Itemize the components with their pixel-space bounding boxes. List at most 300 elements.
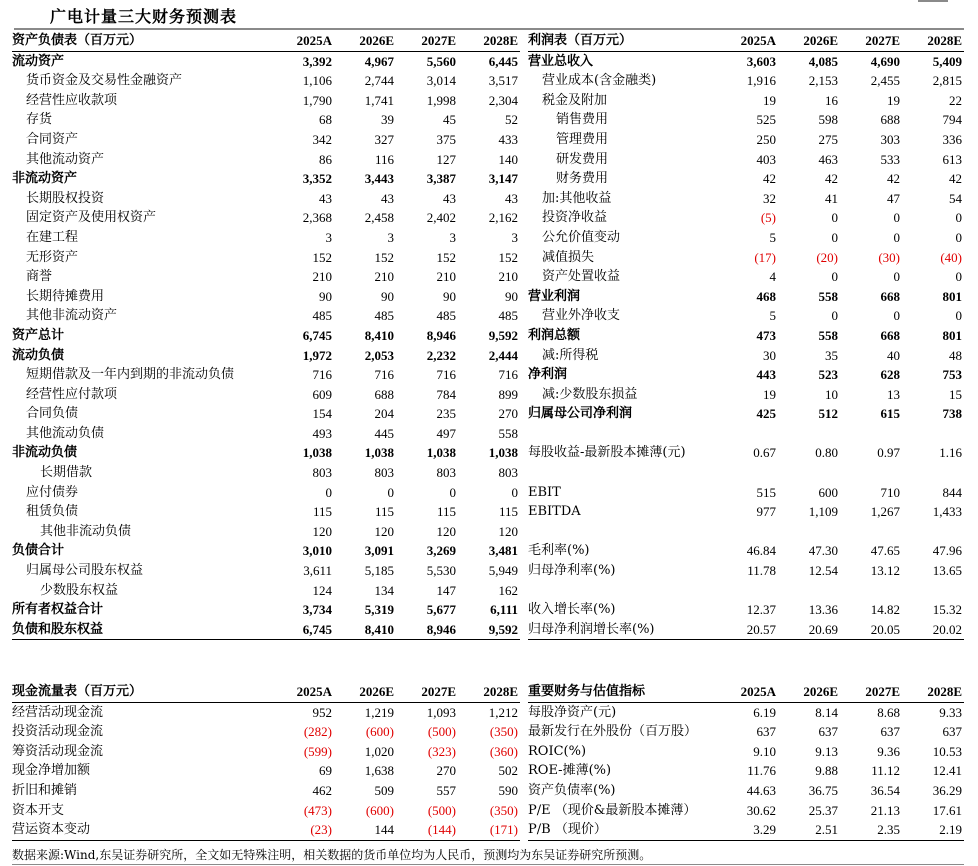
spacer-cell <box>902 581 964 601</box>
value-cell: 13.36 <box>808 602 838 618</box>
spacer-row <box>528 522 964 542</box>
value-cell: 115 <box>312 504 332 520</box>
value-cell: 497 <box>436 425 456 441</box>
row-label: 营业利润 <box>528 288 581 304</box>
row-label: EBITDA <box>528 504 581 520</box>
table-row <box>528 150 964 170</box>
value-cell: 8,946 <box>426 327 456 343</box>
value-cell: 3,091 <box>364 543 394 559</box>
table-row <box>12 781 520 801</box>
value-cell: 509 <box>374 782 394 798</box>
table-row <box>528 169 964 189</box>
value-cell: 15.32 <box>932 602 962 618</box>
value-cell: 12.37 <box>746 602 776 618</box>
value-cell: 0 <box>387 484 394 500</box>
value-cell: 801 <box>942 288 962 304</box>
value-cell: 512 <box>818 406 838 422</box>
value-cell: (20) <box>816 249 838 265</box>
value-cell: 485 <box>498 308 518 324</box>
row-label: 归母净利润增长率(%) <box>528 620 716 640</box>
row-label: 存货 <box>26 112 53 128</box>
value-cell: 20.02 <box>902 620 964 640</box>
value-cell: 16 <box>825 92 838 108</box>
table-row <box>528 483 964 503</box>
value-cell: 3,611 <box>303 563 332 579</box>
value-cell: 6,745 <box>302 327 332 343</box>
value-cell: (473) <box>303 802 332 818</box>
value-cell: 598 <box>818 112 838 128</box>
value-cell: 5,677 <box>426 602 456 618</box>
value-cell: 327 <box>374 131 394 147</box>
value-cell: 3,387 <box>426 171 456 187</box>
value-cell: 5 <box>769 308 776 324</box>
year-header: 2025A <box>716 31 778 51</box>
value-cell: 120 <box>436 523 456 539</box>
value-cell: 1,106 <box>302 73 332 89</box>
table-row <box>528 600 964 620</box>
value-cell: 710 <box>880 484 900 500</box>
bottom-divider <box>12 864 964 865</box>
table-title: 资产负债表（百万元） <box>12 31 272 51</box>
spacer-cell <box>528 581 716 601</box>
value-cell: 270 <box>436 763 456 779</box>
value-cell: 615 <box>880 406 900 422</box>
value-cell: (350) <box>489 724 518 740</box>
value-cell: 8.14 <box>815 704 838 720</box>
table-row <box>528 208 964 228</box>
table-row <box>12 51 520 71</box>
spacer-cell <box>778 581 840 601</box>
table-row <box>12 600 520 620</box>
row-label: 应付债券 <box>26 484 79 500</box>
row-label: 利润总额 <box>528 327 581 343</box>
value-cell: 473 <box>756 327 776 343</box>
value-cell: (500) <box>427 802 456 818</box>
table-row <box>528 820 964 840</box>
value-cell: 445 <box>374 425 394 441</box>
value-cell: 0 <box>955 210 962 226</box>
value-cell: (323) <box>427 743 456 759</box>
table-row <box>12 541 520 561</box>
value-cell: 668 <box>880 327 900 343</box>
value-cell: 39 <box>381 112 394 128</box>
value-cell: 52 <box>505 112 518 128</box>
value-cell: 90 <box>443 288 456 304</box>
value-cell: 485 <box>312 308 332 324</box>
value-cell: 5,185 <box>364 563 394 579</box>
row-label: 净利润 <box>528 367 568 383</box>
row-label: 在建工程 <box>26 229 79 245</box>
value-cell: 1,020 <box>364 743 394 759</box>
value-cell: 9,592 <box>488 327 518 343</box>
value-cell: 36.75 <box>808 782 838 798</box>
row-label: 归属母公司股东权益 <box>26 563 144 579</box>
value-cell: (600) <box>365 724 394 740</box>
value-cell: 493 <box>312 425 332 441</box>
value-cell: 2,304 <box>488 92 518 108</box>
table-row <box>12 385 520 405</box>
row-label: 最新发行在外股份（百万股） <box>528 724 698 740</box>
value-cell: 13 <box>887 386 900 402</box>
value-cell: 90 <box>381 288 394 304</box>
value-cell: 47 <box>887 190 900 206</box>
year-header: 2028E <box>458 682 520 702</box>
value-cell: (171) <box>458 820 520 840</box>
table-row <box>528 248 964 268</box>
value-cell: 375 <box>436 131 456 147</box>
row-label: 营业总收入 <box>528 53 594 69</box>
table-row <box>528 71 964 91</box>
row-label: 经营性应收款项 <box>26 92 118 108</box>
value-cell: 43 <box>381 190 394 206</box>
value-cell: 803 <box>374 465 394 481</box>
value-cell: (30) <box>878 249 900 265</box>
row-label: 负债合计 <box>12 543 65 559</box>
value-cell: 3 <box>511 229 518 245</box>
value-cell: (360) <box>489 743 518 759</box>
value-cell: 3,392 <box>302 53 332 69</box>
value-cell: 515 <box>756 484 776 500</box>
table-title: 重要财务与估值指标 <box>528 682 716 702</box>
year-header: 2026E <box>778 682 840 702</box>
table-row <box>12 169 520 189</box>
value-cell: 433 <box>498 131 518 147</box>
value-cell: 688 <box>880 112 900 128</box>
value-cell: 1,267 <box>870 504 900 520</box>
row-label: 资本开支 <box>12 802 65 818</box>
value-cell: 523 <box>818 367 838 383</box>
value-cell: 977 <box>756 504 776 520</box>
value-cell: 2,153 <box>808 73 838 89</box>
value-cell: 558 <box>498 425 518 441</box>
value-cell: 0 <box>955 308 962 324</box>
value-cell: 4 <box>769 269 776 285</box>
year-header: 2028E <box>902 682 964 702</box>
value-cell: 468 <box>756 288 776 304</box>
table-row <box>528 326 964 346</box>
value-cell: 152 <box>312 249 332 265</box>
table-row <box>12 365 520 385</box>
value-cell: 8.68 <box>877 704 900 720</box>
spacer-cell <box>840 424 902 444</box>
value-cell: 1,038 <box>426 445 456 461</box>
table-row <box>528 228 964 248</box>
value-cell: 5,530 <box>426 563 456 579</box>
row-label: 负债和股东权益 <box>12 620 272 640</box>
value-cell: 803 <box>436 465 456 481</box>
spacer-row <box>528 424 964 444</box>
value-cell: 1,038 <box>302 445 332 461</box>
value-cell: 716 <box>498 367 518 383</box>
table-row <box>12 306 520 326</box>
value-cell: 21.13 <box>870 802 900 818</box>
value-cell: 3 <box>449 229 456 245</box>
value-cell: 1,038 <box>364 445 394 461</box>
table-row <box>12 130 520 150</box>
value-cell: 43 <box>443 190 456 206</box>
value-cell: 32 <box>763 190 776 206</box>
value-cell: 3,014 <box>426 73 456 89</box>
value-cell: 15 <box>949 386 962 402</box>
value-cell: 443 <box>756 367 776 383</box>
value-cell: 20.69 <box>778 620 840 640</box>
value-cell: 9.88 <box>815 763 838 779</box>
value-cell: (144) <box>396 820 458 840</box>
value-cell: 19 <box>763 92 776 108</box>
value-cell: 2,744 <box>364 73 394 89</box>
row-label: 营业外净收支 <box>542 308 621 324</box>
value-cell: 533 <box>880 151 900 167</box>
value-cell: 86 <box>319 151 332 167</box>
row-label: 每股收益-最新股本摊薄(元) <box>528 445 686 461</box>
value-cell: 1,109 <box>808 504 838 520</box>
value-cell: 54 <box>949 190 962 206</box>
table-row <box>528 722 964 742</box>
value-cell: 2.19 <box>902 820 964 840</box>
value-cell: 637 <box>818 724 838 740</box>
value-cell: 637 <box>756 724 776 740</box>
value-cell: 716 <box>374 367 394 383</box>
table-row <box>528 91 964 111</box>
value-cell: 0 <box>831 269 838 285</box>
value-cell: 2,053 <box>364 347 394 363</box>
value-cell: 716 <box>312 367 332 383</box>
value-cell: 794 <box>942 112 962 128</box>
value-cell: 154 <box>312 406 332 422</box>
value-cell: (17) <box>754 249 776 265</box>
value-cell: 25.37 <box>808 802 838 818</box>
value-cell: 801 <box>942 327 962 343</box>
value-cell: 9.36 <box>877 743 900 759</box>
value-cell: 17.61 <box>932 802 962 818</box>
value-cell: 784 <box>436 386 456 402</box>
table-row <box>528 801 964 821</box>
table-row <box>12 581 520 601</box>
row-label: P/E （现价&最新股本摊薄） <box>528 802 697 818</box>
table-header-row <box>12 31 520 51</box>
spacer-cell <box>778 424 840 444</box>
value-cell: 2,232 <box>426 347 456 363</box>
row-label: 减:所得税 <box>542 347 599 363</box>
value-cell: 1,212 <box>488 704 518 720</box>
value-cell: 152 <box>436 249 456 265</box>
table-row <box>528 443 964 463</box>
value-cell: 9.13 <box>815 743 838 759</box>
table-row <box>12 208 520 228</box>
table-row <box>12 248 520 268</box>
value-cell: 10.53 <box>932 743 962 759</box>
table-row <box>12 742 520 762</box>
table-row <box>12 722 520 742</box>
value-cell: 47.65 <box>870 543 900 559</box>
spacer-cell <box>840 522 902 542</box>
value-cell: 5 <box>769 229 776 245</box>
value-cell: 558 <box>818 288 838 304</box>
value-cell: 2,368 <box>302 210 332 226</box>
table-row <box>12 702 520 722</box>
row-label: 其他流动资产 <box>26 151 105 167</box>
spacer-cell <box>528 522 716 542</box>
table-row <box>12 424 520 444</box>
row-label: 归属母公司净利润 <box>528 406 633 422</box>
value-cell: 1,972 <box>302 347 332 363</box>
table-row <box>528 110 964 130</box>
row-label: 长期待摊费用 <box>26 288 105 304</box>
row-label: 合同负债 <box>26 406 79 422</box>
spacer-cell <box>778 522 840 542</box>
value-cell: 1,038 <box>488 445 518 461</box>
value-cell: 115 <box>374 504 394 520</box>
value-cell: 1,093 <box>426 704 456 720</box>
balance-sheet-table <box>12 31 520 640</box>
key-metrics-table <box>528 682 964 841</box>
value-cell: (599) <box>303 743 332 759</box>
row-label: 少数股东权益 <box>40 582 119 598</box>
value-cell: 0 <box>893 308 900 324</box>
value-cell: 0 <box>325 484 332 500</box>
value-cell: 115 <box>436 504 456 520</box>
row-label: 管理费用 <box>556 131 609 147</box>
value-cell: 2.51 <box>778 820 840 840</box>
spacer-row <box>528 581 964 601</box>
value-cell: 116 <box>374 151 394 167</box>
table-row <box>528 502 964 522</box>
year-header: 2026E <box>778 31 840 51</box>
spacer-cell <box>902 424 964 444</box>
value-cell: 4,085 <box>808 53 838 69</box>
value-cell: 8,410 <box>334 620 396 640</box>
value-cell: 210 <box>436 269 456 285</box>
table-row <box>528 561 964 581</box>
value-cell: (282) <box>303 724 332 740</box>
table-title: 利润表（百万元） <box>528 31 716 51</box>
value-cell: 1,638 <box>364 763 394 779</box>
row-label: 经营性应付款项 <box>26 386 118 402</box>
value-cell: 3 <box>325 229 332 245</box>
value-cell: 5,409 <box>932 53 962 69</box>
value-cell: 120 <box>312 523 332 539</box>
row-label: 资产总计 <box>12 327 65 343</box>
value-cell: 210 <box>498 269 518 285</box>
value-cell: 13.65 <box>932 563 962 579</box>
source-note: 数据来源:Wind,东吴证券研究所，全文如无特殊注明，相关数据的货币单位均为人民币，预测均为东吴证券研究所预测。 <box>12 848 652 862</box>
value-cell: 2,815 <box>932 73 962 89</box>
table-row <box>12 404 520 424</box>
value-cell: 3 <box>387 229 394 245</box>
row-label: 经营活动现金流 <box>12 704 104 720</box>
value-cell: 403 <box>756 151 776 167</box>
table-row <box>12 463 520 483</box>
value-cell: 47.30 <box>808 543 838 559</box>
row-label: 长期股权投资 <box>26 190 105 206</box>
value-cell: 557 <box>436 782 456 798</box>
row-label: 流动负债 <box>12 347 65 363</box>
year-header: 2027E <box>396 31 458 51</box>
value-cell: 2.35 <box>840 820 902 840</box>
value-cell: (23) <box>272 820 334 840</box>
value-cell: 716 <box>436 367 456 383</box>
year-header: 2028E <box>458 31 520 51</box>
year-header: 2027E <box>840 682 902 702</box>
value-cell: (5) <box>760 210 776 226</box>
value-cell: 5,319 <box>364 602 394 618</box>
value-cell: 0 <box>955 269 962 285</box>
value-cell: 12.41 <box>932 763 962 779</box>
value-cell: 69 <box>319 763 332 779</box>
value-cell: 668 <box>880 288 900 304</box>
value-cell: 1,219 <box>364 704 394 720</box>
row-label: 每股净资产(元) <box>528 704 617 720</box>
value-cell: 0 <box>449 484 456 500</box>
value-cell: 204 <box>374 406 394 422</box>
value-cell: 3,269 <box>426 543 456 559</box>
row-label: 研发费用 <box>556 151 609 167</box>
value-cell: 275 <box>818 131 838 147</box>
value-cell: (600) <box>365 802 394 818</box>
value-cell: 42 <box>887 171 900 187</box>
value-cell: 590 <box>498 782 518 798</box>
value-cell: 11.12 <box>871 763 900 779</box>
row-label: ROE-摊薄(%) <box>528 763 612 779</box>
row-label: 租赁负债 <box>26 504 79 520</box>
row-label: 非流动负债 <box>12 445 78 461</box>
table-row <box>12 228 520 248</box>
value-cell: 803 <box>498 465 518 481</box>
value-cell: 144 <box>334 820 396 840</box>
table-row <box>12 110 520 130</box>
table-row <box>528 385 964 405</box>
value-cell: 14.82 <box>870 602 900 618</box>
row-label: EBIT <box>528 484 561 500</box>
value-cell: 162 <box>498 582 518 598</box>
table-row <box>12 326 520 346</box>
value-cell: 1,433 <box>932 504 962 520</box>
table-row <box>12 189 520 209</box>
spacer-cell <box>840 581 902 601</box>
value-cell: 0.67 <box>753 445 776 461</box>
value-cell: 45 <box>443 112 456 128</box>
value-cell: 40 <box>887 347 900 363</box>
table-row <box>12 443 520 463</box>
row-label: 长期借款 <box>40 465 93 481</box>
value-cell: 124 <box>312 582 332 598</box>
value-cell: 3,010 <box>302 543 332 559</box>
value-cell: 120 <box>374 523 394 539</box>
table-row <box>528 51 964 71</box>
corner-mark <box>918 0 948 2</box>
table-row <box>528 365 964 385</box>
value-cell: 462 <box>312 782 332 798</box>
spacer-cell <box>528 463 716 483</box>
row-label: 加:其他收益 <box>542 190 612 206</box>
table-row <box>12 502 520 522</box>
value-cell: 140 <box>498 151 518 167</box>
value-cell: 42 <box>763 171 776 187</box>
row-label: 归母净利率(%) <box>528 563 616 579</box>
value-cell: 0 <box>511 484 518 500</box>
value-cell: 502 <box>498 763 518 779</box>
value-cell: 13.12 <box>870 563 900 579</box>
table-header-row <box>12 682 520 702</box>
value-cell: 9,592 <box>458 620 520 640</box>
year-header: 2028E <box>902 31 964 51</box>
value-cell: 36.54 <box>870 782 900 798</box>
value-cell: 1,790 <box>302 92 332 108</box>
table-row <box>12 150 520 170</box>
value-cell: 90 <box>319 288 332 304</box>
row-label: 折旧和摊销 <box>12 782 78 798</box>
year-header: 2027E <box>396 682 458 702</box>
